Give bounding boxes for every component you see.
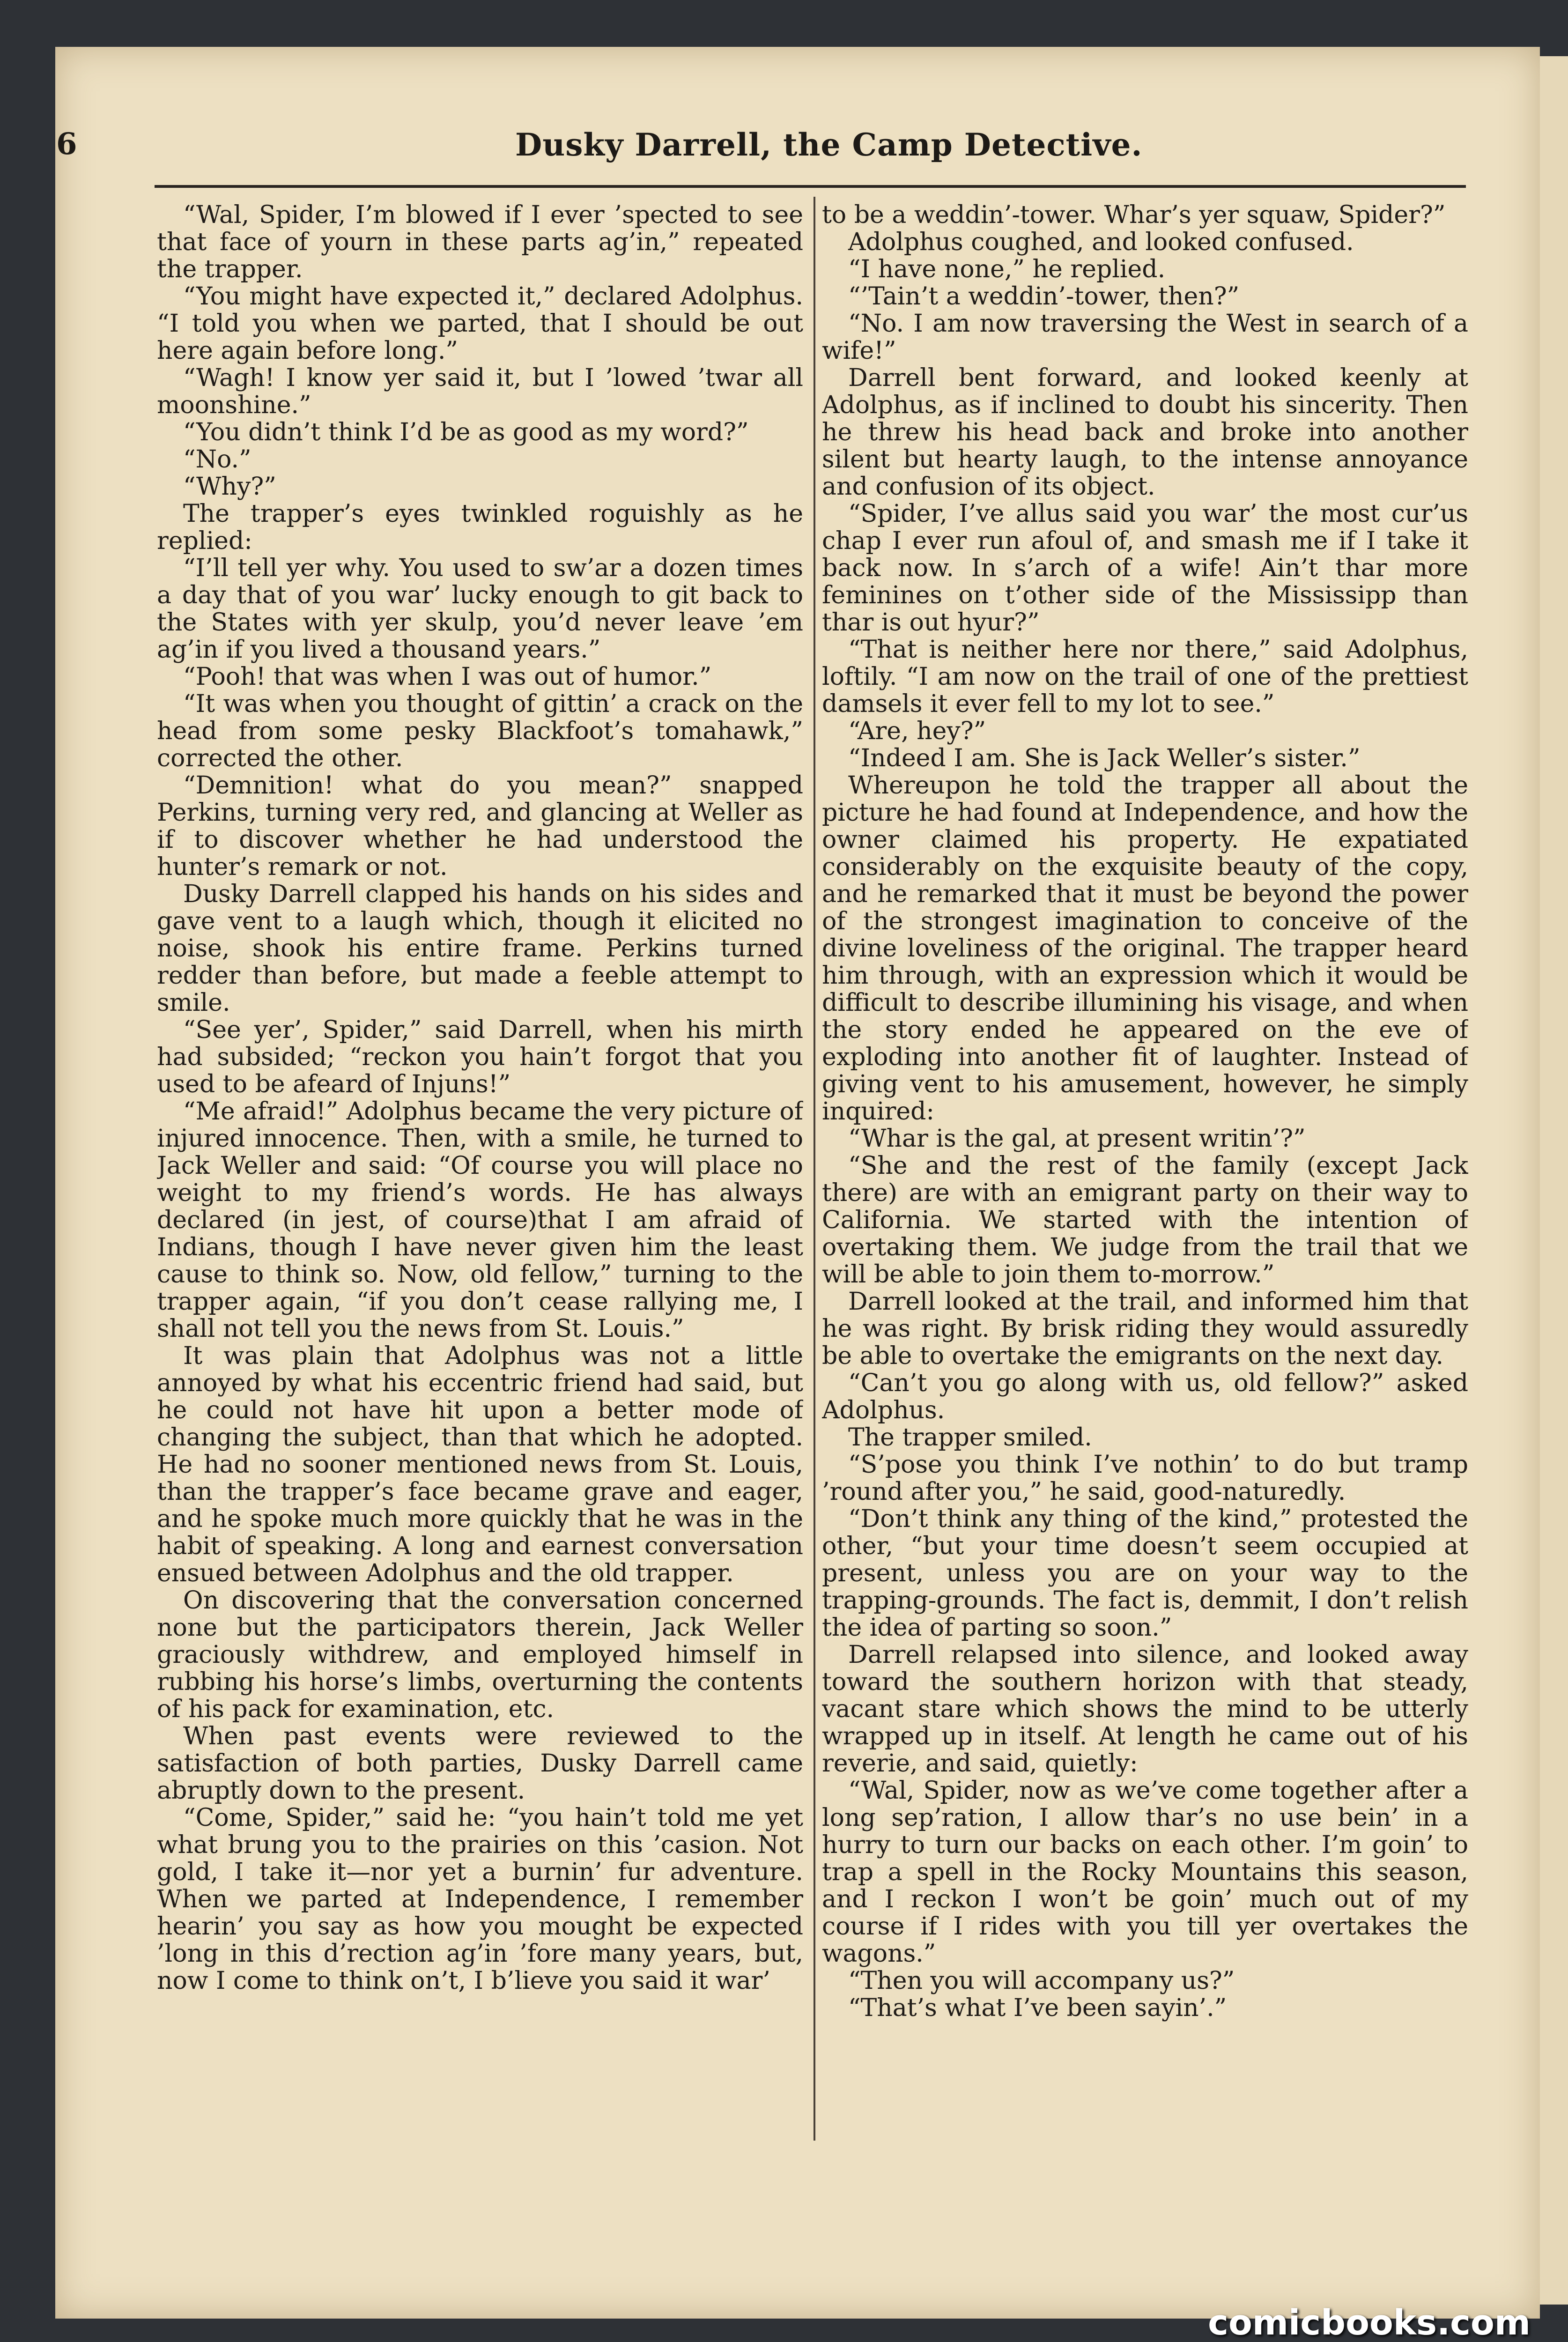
paragraph: It was plain that Adolphus was not a little annoyed by what his eccentric friend had said, but he could not have hit upon a better mode of changing the subject, than that which he adopted. He had no sooner mentioned news from St. Louis, than the trapper’s face became grave and eager, and he spoke much more quickly that he was in the habit of speaking. A long and earnest conversation ensued between Adolphus and the old trapper. [157,1342,803,1587]
paragraph: “Whar is the gal, at present writin’?” [848,1125,1306,1153]
paragraph: “’Tain’t a weddin’-tower, then?” [848,282,1240,311]
paragraph: “That’s what I’ve been sayin’.” [848,1994,1227,2022]
paragraph: “Demnition! what do you mean?” snapped Perkins, turning very red, and glancing at Weller as if to discover whether he had understood the hunter’s remark or not. [157,771,803,881]
paragraph: “No. I am now traversing the West in search of a wife!” [822,310,1468,365]
paragraph: “Come, Spider,” said he: “you hain’t told me yet what brung you to the prairies on this ’casion. Not gold, I take it—nor yet a burnin’ fur adventure. When we parted at Independence, I remember hearin’ you say as how you mought be expected ’long in this d’rection ag’in ’fore many years, but, now I come to think on’t, I b’lieve you said it war’ [157,1804,803,1995]
paragraph: “Wal, Spider, now as we’ve come together after a long sep’ration, I allow thar’s no use bein’ in a hurry to turn our backs on each other. I’m goin’ to trap a spell in the Rocky Mountains this season, and I reckon I won’t be goin’ much out of my course if I rides with you till yer overtakes the wagons.” [822,1777,1468,1968]
paragraph: “She and the rest of the family (except Jack there) are with an emigrant party on their way to California. We started with the intention of overtaking them. We judge from the trail that we will be able to join them to-morrow.” [822,1152,1468,1289]
paragraph: “You might have expected it,” declared Adolphus. “I told you when we parted, that I should be out here again before long.” [157,282,803,365]
paragraph: Adolphus coughed, and looked confused. [848,228,1354,256]
page-number: 6 [56,126,77,162]
left-column [157,201,803,2145]
paragraph: Whereupon he told the trapper all about the picture he had found at Independence, and how the owner claimed his property. He expatiated considerably on the exquisite beauty of the copy, and he remarked that it must be beyond the power of the strongest imagination to conceive of the divine loveliness of the original. The trapper heard him through, with an expression which it would be difficult to describe illumining his visage, and when the story ended he appeared on the eve of exploding into another fit of laughter. Instead of giving vent to his amusement, however, he simply inquired: [822,771,1468,1126]
paragraph: “Are, hey?” [848,717,986,745]
paragraph: “You didn’t think I’d be as good as my word?” [183,418,749,446]
paragraph: to be a weddin’-tower. Whar’s yer squaw, Spider?” [822,201,1446,229]
paragraph: “Spider, I’ve allus said you war’ the most cur’us chap I ever run afoul of, and smash me if I take it back now. In s’arch of a wife! Ain’t thar more feminines on t’other side of the Mississipp than thar is out hyur?” [822,500,1468,637]
paragraph: Dusky Darrell clapped his hands on his sides and gave vent to a laugh which, though it elicited no noise, shook his entire frame. Perkins turned redder than before, but made a feeble attempt to smile. [157,880,803,1017]
paragraph: Darrell bent forward, and looked keenly at Adolphus, as if inclined to doubt his sincerity. Then he threw his head back and broke into another silent but hearty laugh, to the intense annoyance and confusion of its object. [822,364,1468,501]
adjacent-page-edge [1540,56,1568,2305]
paragraph: “No.” [183,445,251,474]
site-watermark: comicbooks.com [1208,2303,1531,2342]
paragraph: “S’pose you think I’ve nothin’ to do but tramp ’round after you,” he said, good-naturedly. [822,1451,1468,1506]
right-column [822,201,1468,2145]
paragraph: “See yer’, Spider,” said Darrell, when his mirth had subsided; “reckon you hain’t forgot that you used to be afeard of Injuns!” [157,1016,803,1098]
paragraph: “Don’t think any thing of the kind,” protested the other, “but your time doesn’t seem occupied at present, unless you are on your way to the trapping-grounds. The fact is, demmit, I don’t relish the idea of parting so soon.” [822,1505,1468,1642]
paragraph: “I have none,” he replied. [848,255,1166,283]
paragraph: On discovering that the conversation concerned none but the participators therein, Jack Weller graciously withdrew, and employed himself in rubbing his horse’s limbs, overturning the contents of his pack for examination, etc. [157,1586,803,1723]
paragraph: Darrell looked at the trail, and informed him that he was right. By brisk riding they would assuredly be able to overtake the emigrants on the next day. [822,1288,1468,1370]
paragraph: “Can’t you go along with us, old fellow?” asked Adolphus. [822,1369,1468,1424]
running-title: Dusky Darrell, the Camp Detective. [515,126,1143,163]
paragraph: The trapper’s eyes twinkled roguishly as he replied: [157,500,803,555]
paragraph: “Then you will accompany us?” [848,1967,1235,1995]
header-rule [155,185,1466,188]
paragraph: “Me afraid!” Adolphus became the very picture of injured innocence. Then, with a smile, he turned to Jack Weller and said: “Of course you will place no weight to my friend’s words. He has always declared (in jest, of course)that I am afraid of Indians, though I have never given him the least cause to think so. Now, old fellow,” turning to the trapper again, “if you don’t cease rallying me, I shall not tell you the news from St. Louis.” [157,1097,803,1343]
paragraph: When past events were reviewed to the satisfaction of both parties, Dusky Darrell came abruptly down to the present. [157,1722,803,1805]
paragraph: “Wagh! I know yer said it, but I ’lowed ’twar all moonshine.” [157,364,803,419]
paragraph: Darrell relapsed into silence, and looked away toward the southern horizon with that steady, vacant stare which shows the mind to be utterly wrapped up in itself. At length he came out of his reverie, and said, quietly: [822,1641,1468,1778]
column-divider [814,197,815,2141]
paragraph: “Why?” [183,473,276,501]
paragraph: “Wal, Spider, I’m blowed if I ever ’spected to see that face of yourn in these parts ag’in,” repeated the trapper. [157,201,803,283]
paragraph: The trapper smiled. [848,1423,1092,1452]
paragraph: “Indeed I am. She is Jack Weller’s sister.” [848,744,1361,772]
paragraph: “I’ll tell yer why. You used to sw’ar a dozen times a day that of you war’ lucky enough to git back to the States with yer skulp, you’d never leave ’em ag’in if you lived a thousand years.” [157,554,803,664]
paragraph: “Pooh! that was when I was out of humor.” [183,663,712,691]
paragraph: “It was when you thought of gittin’ a crack on the head from some pesky Blackfoot’s tomahawk,” corrected the other. [157,690,803,772]
paragraph: “That is neither here nor there,” said Adolphus, loftily. “I am now on the trail of one of the prettiest damsels it ever fell to my lot to see.” [822,636,1468,718]
